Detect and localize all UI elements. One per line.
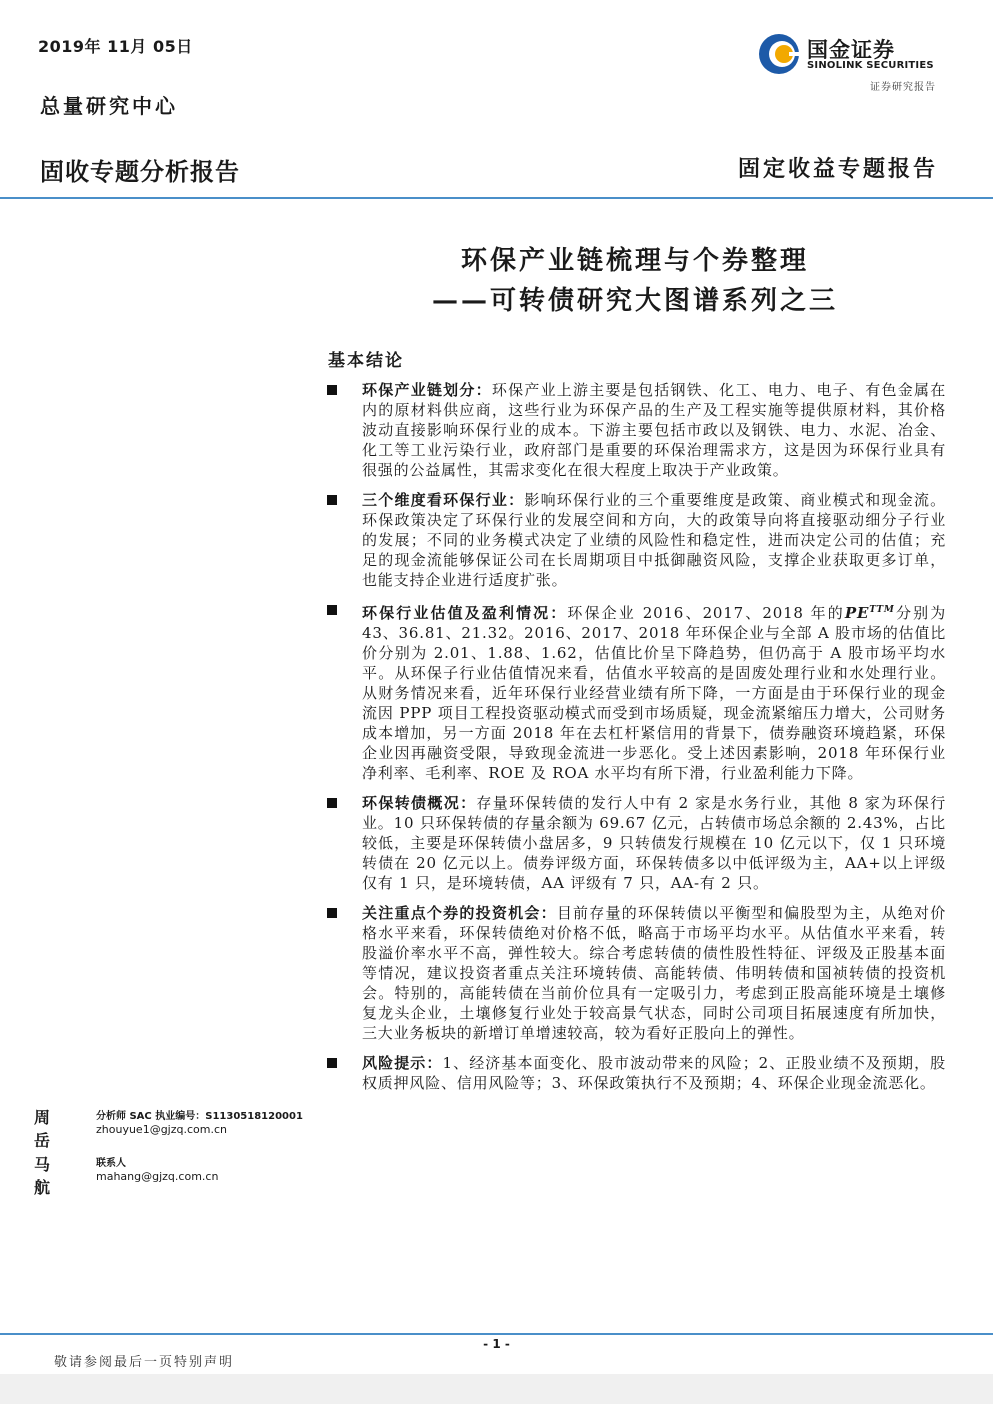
square-bullet-icon [327, 908, 337, 918]
list-item [326, 380, 946, 480]
list-item [326, 600, 946, 783]
pe-base: PE [844, 604, 870, 622]
analyst-email[interactable]: mahang@gjzq.com.cn [96, 1170, 219, 1183]
square-bullet-icon [327, 1058, 337, 1068]
logo-subtitle: 证券研究报告 [870, 82, 936, 93]
list-item [326, 903, 946, 1043]
bullet-text: 1、经济基本面变化、股市波动带来的风险；2、正股业绩不及预期，股权质押风险、信用风险等；3、环保政策执行不及预期；4、环保企业现金流恶化。 [362, 1054, 946, 1092]
square-bullet-icon [327, 495, 337, 505]
footer-band [0, 1374, 993, 1404]
bullet-lead: 环保行业估值及盈利情况： [362, 604, 568, 622]
square-bullet-icon [327, 798, 337, 808]
department-name: 总量研究中心 [40, 94, 178, 118]
report-category: 固定收益专题报告 [737, 156, 938, 182]
report-title: 环保产业链梳理与个券整理 [460, 246, 809, 276]
square-bullet-icon [327, 605, 337, 615]
analyst-name: 马航 [34, 1155, 54, 1197]
report-type: 固收专题分析报告 [40, 158, 240, 186]
conclusion-list [326, 380, 946, 1103]
bullet-lead: 关注重点个券的投资机会： [362, 904, 557, 922]
bullet-lead: 三个维度看环保行业： [362, 491, 525, 509]
bullet-text-before: 环保企业 2016、2017、2018 年的 [567, 604, 845, 622]
analyst-role: 分析师 SAC 执业编号：S1130518120001 [96, 1111, 303, 1122]
report-subtitle: ——可转债研究大图谱系列之三 [431, 286, 838, 316]
logo-name-en: SINOLINK SECURITIES [807, 60, 934, 71]
bullet-text: 目前存量的环保转债以平衡型和偏股型为主，从绝对价格水平来看，环保转债绝对价格不低，略高于市场平均水平。从估值水平来看，转股溢价率水平不高，弹性较大。综合考虑转债的债性股性特征、评级及正股基本面等情况，建议投资者重点关注环境转债、高能转债、伟明转债和国祯转债的投资机会。特别的，高能转债在当前价位具有一定吸引力，考虑到正股高能环境是土壤修复龙头企业，土壤修复行业处于较高景气状态，同时公司项目拓展速度有所加快，三大业务板块的新增订单增速较高，较为看好正股向上的弹性。 [362, 904, 946, 1042]
bullet-text: 存量环保转债的发行人中有 2 家是水务行业，其他 8 家为环保行业。10 只环保转债的存量余额为 69.67 亿元，占转债市场总余额的 2.43%，占比较低，主要是环保转债小盘居多，9 只转债发行规模在 10 亿元以下，仅 1 只环境转债在 20 亿元以上。债券评级方面，环保转债多以中低评级为主，AA+以上评级仅有 1 只，是环境转债，AA 评级有 7 只，AA-有 2 只。 [362, 794, 946, 892]
company-logo [757, 32, 947, 82]
square-bullet-icon [327, 385, 337, 395]
header-divider [0, 197, 993, 199]
bullet-lead: 环保转债概况： [362, 794, 477, 812]
list-item [326, 490, 946, 590]
analyst-name: 周岳 [34, 1108, 54, 1150]
bullet-text: 分别为 43、36.81、21.32。2016、2017、2018 年环保企业与全部 A 股市场的估值比价分别为 2.01、1.88、1.62，估值比价呈下降趋势，但仍高于 A 股市场平均水平。从环保子行业估值情况来看，估值水平较高的是固废处理行业和水处理行业。从财务情况来看，近年环保行业经营业绩有所下降，一方面是由于环保行业的现金流因 PPP 项目工程投资驱动模式而受到市场质疑，现金流紧缩压力增大，公司财务成本增加，另一方面 2018 年在去杠杆紧信用的背景下，债券融资环境趋紧，环保企业因再融资受限，导致现金流进一步恶化。受上述因素影响，2018 年环保行业净利率、毛利率、ROE 及 ROA 水平均有所下滑，行业盈利能力下降。 [362, 604, 946, 782]
section-title: 基本结论 [328, 351, 404, 371]
footer-disclaimer: 敬请参阅最后一页特别声明 [54, 1355, 235, 1370]
footer-divider [0, 1333, 993, 1335]
report-date: 2019年 11月 05日 [38, 37, 193, 56]
page-number: - 1 - [483, 1337, 510, 1351]
list-item [326, 793, 946, 893]
analyst-role: 联系人 [96, 1158, 126, 1169]
analyst-email[interactable]: zhouyue1@gjzq.com.cn [96, 1123, 227, 1136]
logo-mark-icon [757, 32, 801, 76]
bullet-text: 影响环保行业的三个重要维度是政策、商业模式和现金流。环保政策决定了环保行业的发展空间和方向，大的政策导向将直接驱动细分子行业的发展；不同的业务模式决定了业绩的风险性和稳定性，进而决定公司的估值；充足的现金流能够保证公司在长周期项目中抵御融资风险，支撑企业获取更多订单，也能支持企业进行适度扩张。 [362, 491, 946, 589]
pe-superscript: TTM [869, 605, 895, 615]
pe-label [845, 604, 895, 622]
list-item [326, 1053, 946, 1093]
bullet-text: 环保产业上游主要是包括钢铁、化工、电力、电子、有色金属在内的原材料供应商，这些行业为环保产品的生产及工程实施等提供原材料，其价格波动直接影响环保行业的成本。下游主要包括市政以及钢铁、电力、水泥、冶金、化工等工业污染行业，政府部门是重要的环保治理需求方，这是因为环保行业具有很强的公益属性，其需求变化在很大程度上取决于产业政策。 [362, 381, 946, 479]
bullet-lead: 环保产业链划分： [362, 381, 492, 399]
logo-name-cn: 国金证券 [807, 38, 895, 62]
bullet-lead: 风险提示： [362, 1054, 443, 1072]
